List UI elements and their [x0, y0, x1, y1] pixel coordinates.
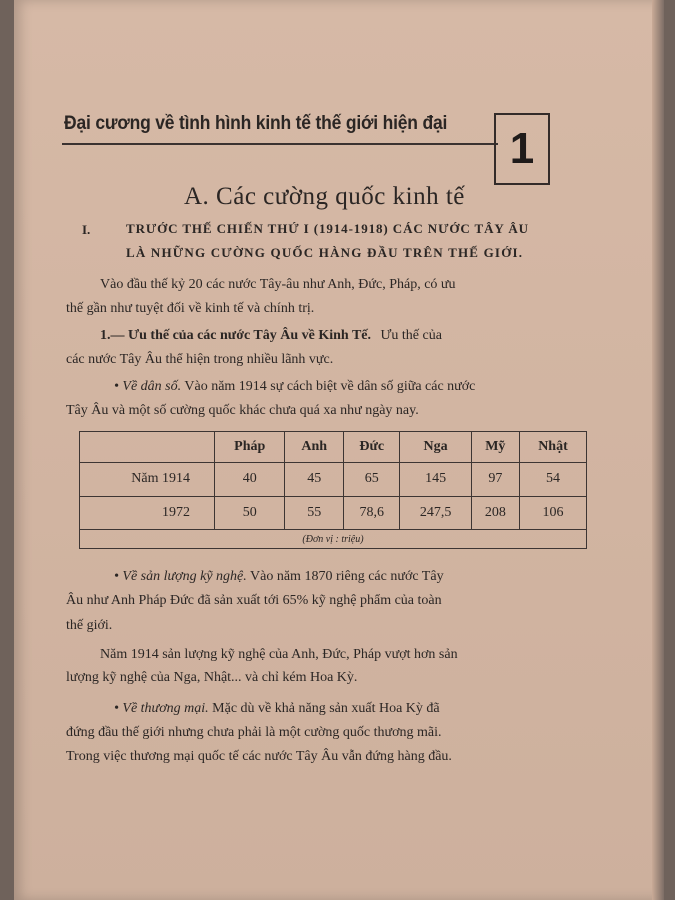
table-cell: 55 — [285, 496, 344, 530]
population-table — [79, 431, 587, 549]
industry-label: • Về sản lượng kỹ nghệ. — [114, 569, 247, 584]
industry-rest: Vào năm 1870 riêng các nước Tây — [250, 569, 444, 584]
industry-line1 — [114, 569, 444, 585]
intro-line1: Vào đầu thế kỷ 20 các nước Tây-âu như Anh, Đức, Pháp, có ưu — [100, 277, 456, 292]
table-cell: 97 — [471, 463, 519, 497]
table-header-cell: Nga — [400, 432, 471, 463]
population-label: • Về dân số. — [114, 379, 182, 394]
industry2-line2: lượng kỹ nghệ của Nga, Nhật... và chỉ kém Hoa Kỳ. — [66, 670, 358, 685]
point1-rest: Ưu thế của — [380, 328, 442, 343]
subsection-number: I. — [82, 222, 91, 237]
table-cell: 45 — [285, 463, 344, 497]
point1-line2: các nước Tây Âu thể hiện trong nhiều lãnh vực. — [66, 352, 334, 367]
table-header-cell: Mỹ — [471, 432, 519, 463]
table-corner-cell — [80, 432, 215, 463]
table-cell: 40 — [215, 463, 285, 497]
intro-line2: thế gần như tuyệt đối về kinh tế và chính trị. — [66, 301, 315, 316]
chapter-number-box: 1 — [494, 113, 550, 185]
table-cell: 106 — [519, 496, 586, 530]
trade-line1 — [114, 701, 440, 717]
chapter-title-underline — [62, 143, 498, 145]
table-header-row — [80, 432, 587, 463]
subsection-heading-line2: LÀ NHỮNG CƯỜNG QUỐC HÀNG ĐẦU TRÊN THẾ GIỚI. — [126, 245, 524, 260]
section-title: A. Các cường quốc kinh tế — [184, 183, 465, 210]
table-header-cell: Anh — [285, 432, 344, 463]
table-header-cell: Nhật — [519, 432, 586, 463]
industry-line3: thế giới. — [66, 618, 113, 633]
table-row-label: 1972 — [80, 496, 215, 530]
table-row — [80, 463, 587, 497]
subsection-heading-line1: TRƯỚC THẾ CHIẾN THỨ I (1914-1918) CÁC NƯỚC TÂY ÂU — [126, 221, 529, 236]
table-cell: 54 — [519, 463, 586, 497]
table-header-cell: Pháp — [215, 432, 285, 463]
industry2-line1: Năm 1914 sản lượng kỹ nghệ của Anh, Đức, Pháp vượt hơn sản — [100, 647, 458, 662]
book-page — [14, 0, 664, 900]
population-line2: Tây Âu và một số cường quốc khác chưa quá xa như ngày nay. — [66, 403, 419, 418]
trade-line2: đứng đầu thế giới nhưng chưa phải là một cường quốc thương mãi. — [66, 725, 442, 740]
chapter-title: Đại cương về tình hình kinh tế thế giới hiện đại — [64, 113, 448, 134]
table-cell: 145 — [400, 463, 471, 497]
trade-label: • Về thương mại. — [114, 701, 209, 716]
table-cell: 78,6 — [343, 496, 399, 530]
population-rest: Vào năm 1914 sự cách biệt về dân số giữa các nước — [184, 379, 476, 394]
population-line1 — [114, 379, 475, 395]
table-header-cell: Đức — [343, 432, 399, 463]
point1-heading: 1.— Ưu thế của các nước Tây Âu về Kinh Tế. — [100, 328, 372, 343]
table-row-label: Năm 1914 — [80, 463, 215, 497]
page-edge-shadow — [652, 0, 664, 900]
table-cell: 247,5 — [400, 496, 471, 530]
table-unit-note: (Đơn vị : triệu) — [80, 530, 587, 549]
table-cell: 65 — [343, 463, 399, 497]
table-unit-row — [80, 530, 587, 549]
table-row — [80, 496, 587, 530]
trade-rest: Mặc dù về khả năng sản xuất Hoa Kỳ đã — [212, 701, 440, 716]
table-cell: 208 — [471, 496, 519, 530]
table-cell: 50 — [215, 496, 285, 530]
industry-line2: Âu như Anh Pháp Đức đã sản xuất tới 65% kỹ nghệ phẩm của toàn — [66, 593, 442, 608]
trade-line3: Trong việc thương mại quốc tế các nước Tây Âu vẫn đứng hàng đầu. — [66, 749, 452, 764]
point1-line1 — [100, 328, 442, 344]
